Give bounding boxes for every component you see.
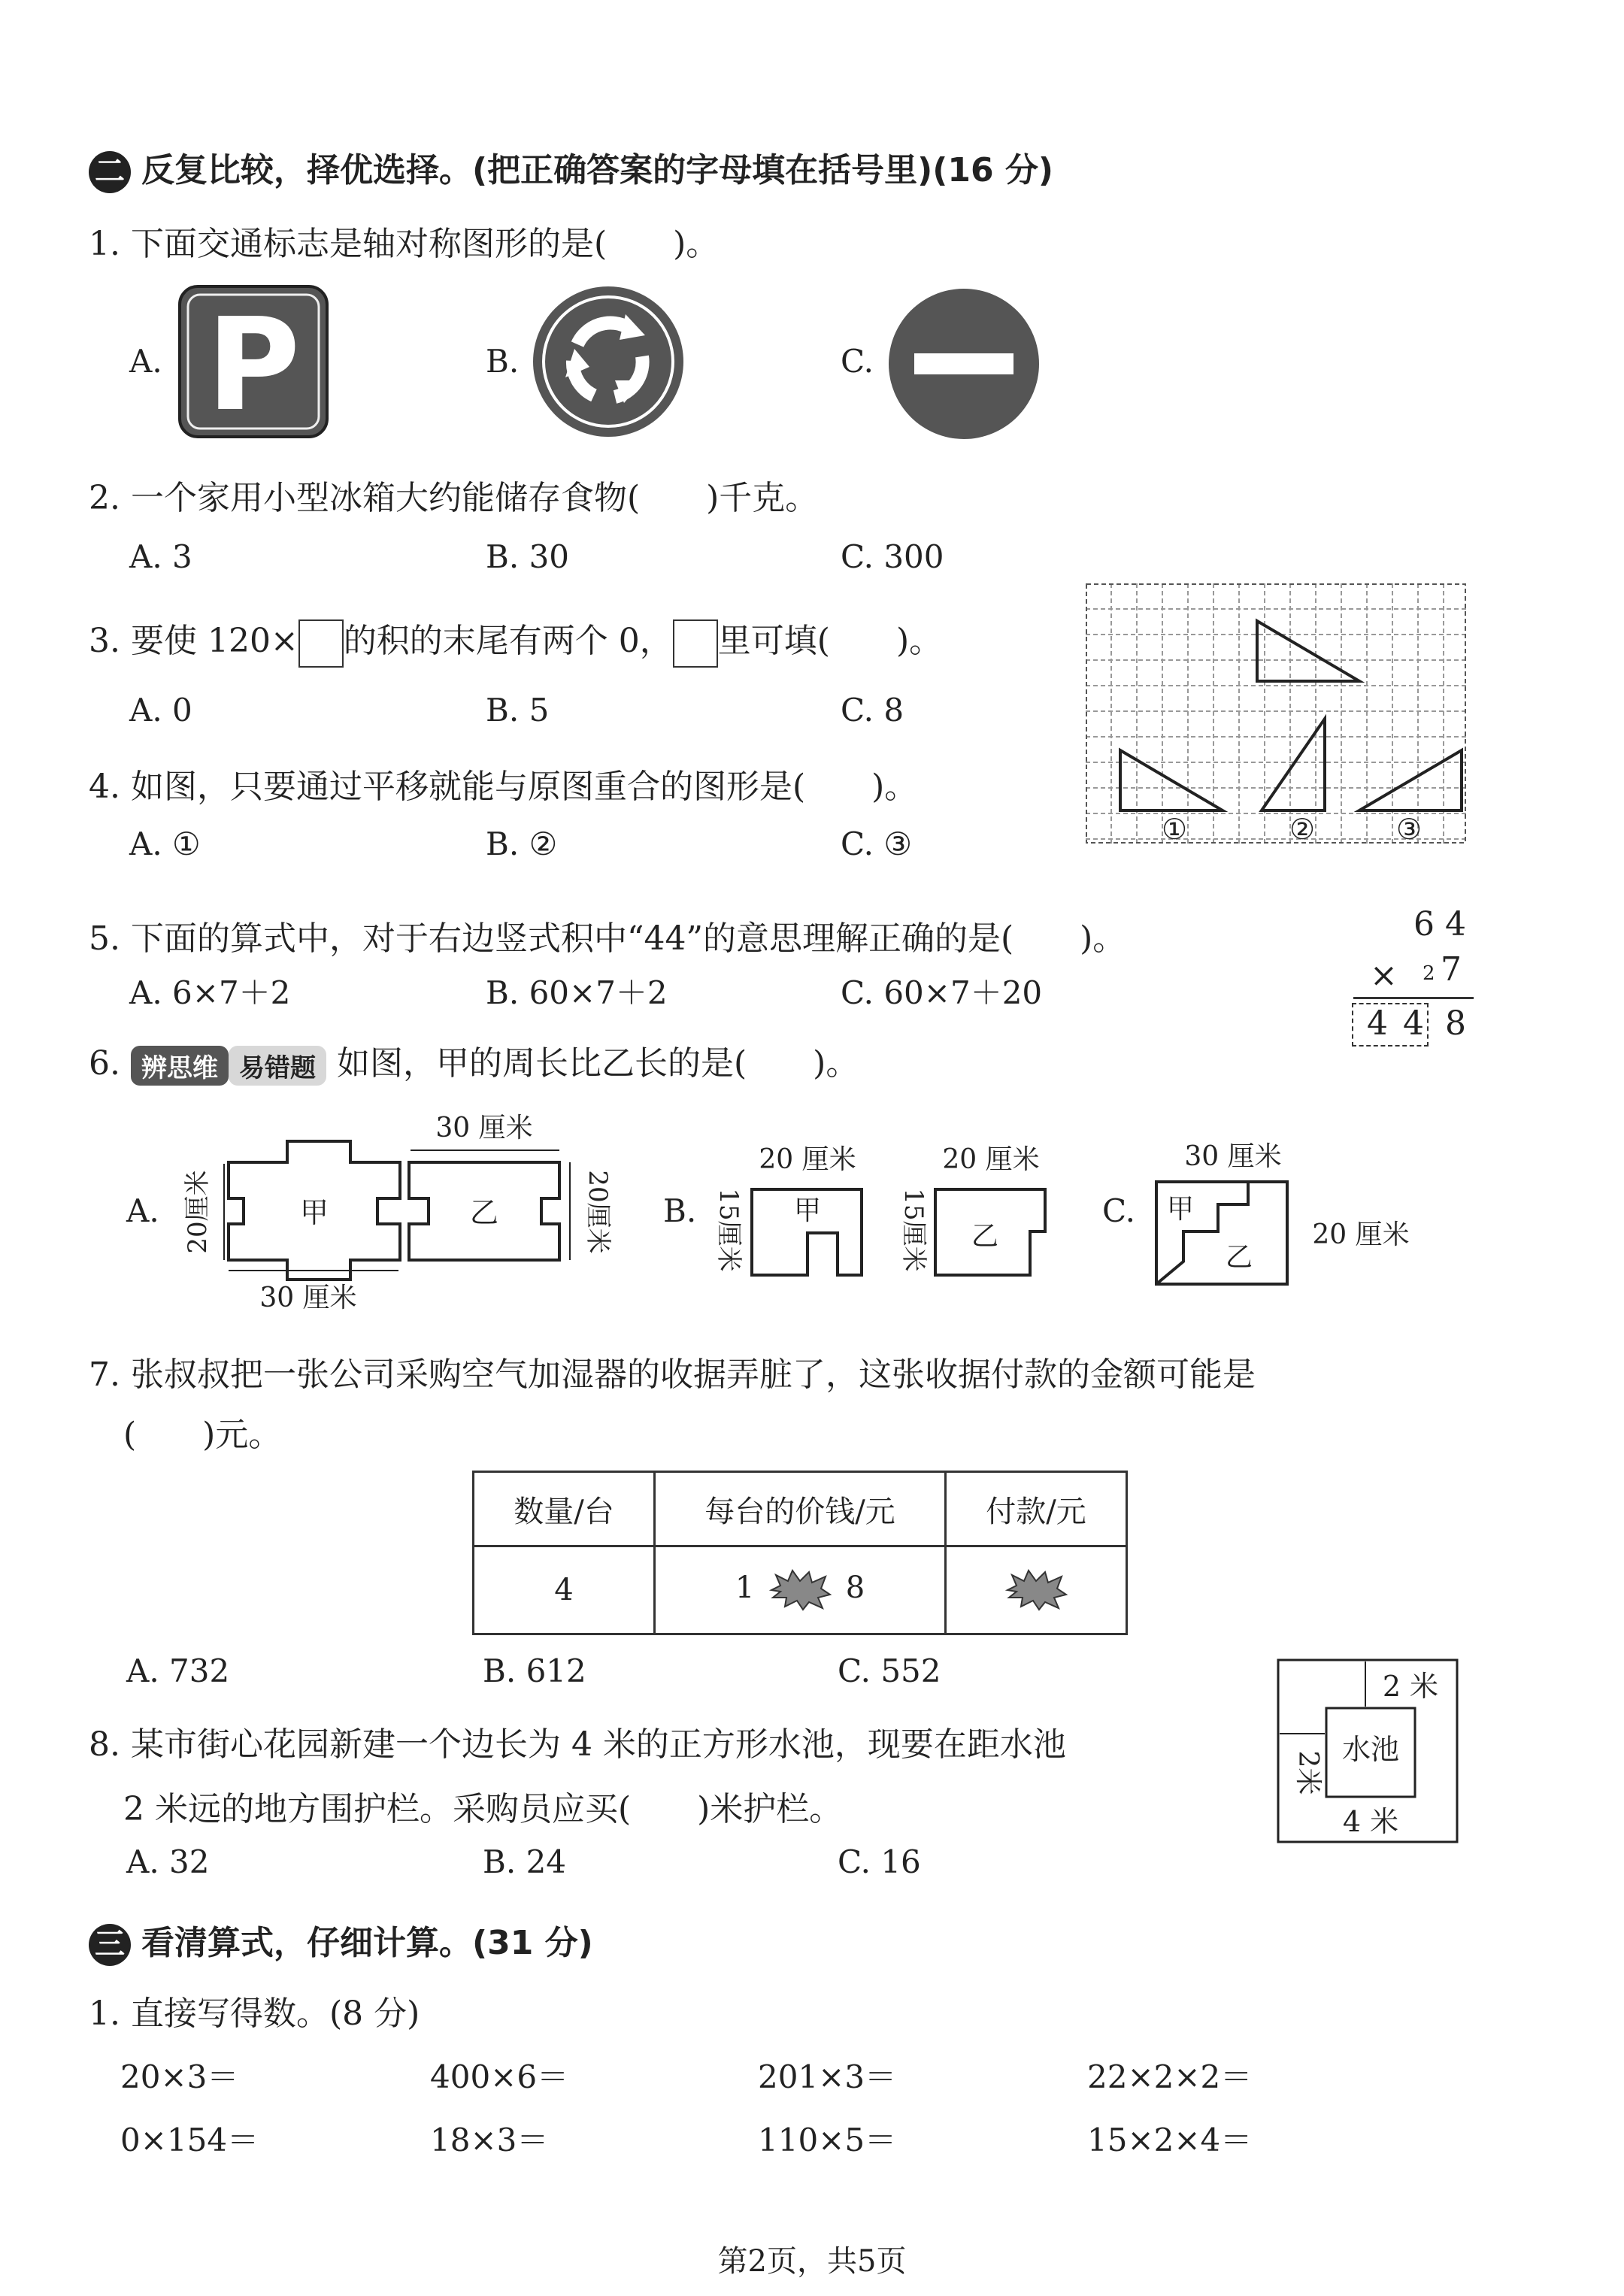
svg-text:15厘米: 15厘米 [714,1188,744,1272]
svg-text:甲: 甲 [1166,1194,1195,1225]
q6-stem: 6. 辨思维 易错题 如图，甲的周长比乙长的是( )。 [89,1036,859,1086]
q2-option-a: A. 3 [129,538,192,575]
svg-text:20 厘米: 20 厘米 [1312,1219,1410,1250]
calc-item: 22×2×2＝ [1087,2058,1253,2095]
section-2-number: 二 [89,151,131,193]
svg-text:20厘米: 20厘米 [183,1170,213,1254]
parking-sign-icon [177,284,329,439]
q8-option-b: B. 24 [483,1843,567,1880]
svg-text:30 厘米: 30 厘米 [259,1283,357,1313]
answer-box [673,619,718,668]
calc-item: 20×3＝ [120,2058,239,2095]
section-3-header [89,1916,593,1966]
svg-text:20 厘米: 20 厘米 [942,1144,1040,1175]
pool-figure [1277,1658,1462,1846]
page-footer: 第2页，共5页 [717,2244,907,2279]
svg-text:乙: 乙 [971,1221,999,1252]
q1-stem: 1. 下面交通标志是轴对称图形的是( )。 [89,225,720,263]
svg-text:30 厘米: 30 厘米 [435,1113,533,1143]
receipt-table [472,1471,1128,1635]
table-header-price: 每台的价钱/元 [655,1472,946,1546]
q8-option-a: A. 32 [126,1843,210,1880]
calc-item: 201×3＝ [758,2058,897,2095]
q7-stem-line2: ( )元。 [123,1416,282,1454]
q5-option-c: C. 60×7＋20 [841,974,1043,1011]
q5-option-b: B. 60×7＋2 [486,974,668,1011]
svg-text:2 米: 2 米 [1382,1670,1439,1703]
q6-figure-b [699,1135,1060,1301]
calc-item: 18×3＝ [430,2122,549,2158]
q2-option-b: B. 30 [486,538,570,575]
svg-text:水池: 水池 [1341,1733,1400,1766]
q8-stem-line2: 2 米远的地方围护栏。采购员应买( )米护栏。 [123,1790,843,1828]
svg-text:4 米: 4 米 [1342,1805,1399,1838]
table-cell-qty: 4 [474,1546,655,1634]
q7-stem-line1: 7. 张叔叔把一张公司采购空气加湿器的收据弄脏了，这张收据付款的金额可能是 [89,1355,1256,1394]
q8-option-c: C. 16 [838,1843,921,1880]
q4-option-a: A. ① [129,825,201,862]
svg-text:乙: 乙 [1225,1242,1253,1273]
q5-stem: 5. 下面的算式中，对于右边竖式积中“44”的意思理解正确的是( )。 [89,919,1126,958]
q7-option-b: B. 612 [483,1652,586,1689]
q3-stem: 3. 要使 120× 的积的末尾有两个 0， 里可填( )。 [89,613,942,668]
grid-label-3: ③ [1395,813,1423,844]
svg-text:20厘米: 20厘米 [583,1170,613,1254]
section-2-title: 反复比较，择优选择。(把正确答案的字母填在括号里)(16 分) [141,151,1053,189]
q1-option-c: C. [841,343,874,380]
smudge-icon [1004,1569,1068,1611]
calc-item: 110×5＝ [758,2122,897,2158]
q1-option-b: B. [486,343,520,380]
calc-item: 400×6＝ [430,2058,569,2095]
svg-text:30 厘米: 30 厘米 [1184,1141,1282,1172]
svg-text:2米: 2米 [1292,1750,1323,1795]
q2-option-c: C. 300 [841,538,944,575]
table-cell-payment [946,1546,1127,1634]
smudge-icon [768,1569,832,1611]
svg-text:甲: 甲 [299,1196,329,1229]
calc-item: 0×154＝ [120,2122,259,2158]
no-entry-sign-icon [887,287,1041,441]
table-header-qty: 数量/台 [474,1472,655,1546]
q6-option-b: B. [663,1192,697,1229]
q8-stem-line1: 8. 某市街心花园新建一个边长为 4 米的正方形水池，现要在距水池 [89,1725,1066,1764]
q6-figure-c [1135,1134,1451,1299]
parking-sign-letter: P [206,291,301,439]
svg-text:甲: 甲 [793,1195,822,1226]
q3-option-a: A. 0 [129,692,192,728]
q2-stem: 2. 一个家用小型冰箱大约能储存食物( )千克。 [89,479,819,517]
q3-option-c: C. 8 [841,692,904,728]
q6-option-c: C. [1102,1192,1135,1229]
s3-subsection-1: 1. 直接写得数。(8 分) [89,1995,420,2033]
svg-text:乙: 乙 [469,1196,499,1229]
tag-error-prone: 易错题 [229,1046,326,1086]
tag-thinking: 辨思维 [131,1046,229,1086]
translation-grid-figure [1086,583,1466,844]
table-header-payment: 付款/元 [946,1472,1127,1546]
section-3-number: 三 [89,1924,131,1966]
q4-option-b: B. ② [486,825,558,862]
q4-option-c: C. ③ [841,825,912,862]
calc-item: 15×2×4＝ [1087,2122,1253,2158]
roundabout-sign-icon [531,284,686,439]
svg-text:15厘米: 15厘米 [898,1188,929,1272]
section-2-header [89,143,1053,193]
vertical-multiplication: 6 4 × 2 7 4 4 8 [1346,905,1481,1056]
answer-box [298,619,344,668]
grid-label-2: ② [1289,813,1316,844]
q7-option-c: C. 552 [838,1652,941,1689]
q1-option-a: A. [129,343,162,380]
q7-option-a: A. 732 [126,1652,230,1689]
q4-stem: 4. 如图，只要通过平移就能与原图重合的图形是( )。 [89,768,918,806]
section-3-title: 看清算式，仔细计算。(31 分) [141,1924,593,1962]
q5-option-a: A. 6×7＋2 [129,974,291,1011]
q6-figure-a [176,1110,627,1313]
grid-label-1: ① [1161,813,1188,844]
svg-text:20 厘米: 20 厘米 [759,1144,856,1175]
q6-option-a: A. [126,1192,159,1229]
q3-option-b: B. 5 [486,692,550,728]
table-cell-price: 1 8 [655,1546,946,1634]
